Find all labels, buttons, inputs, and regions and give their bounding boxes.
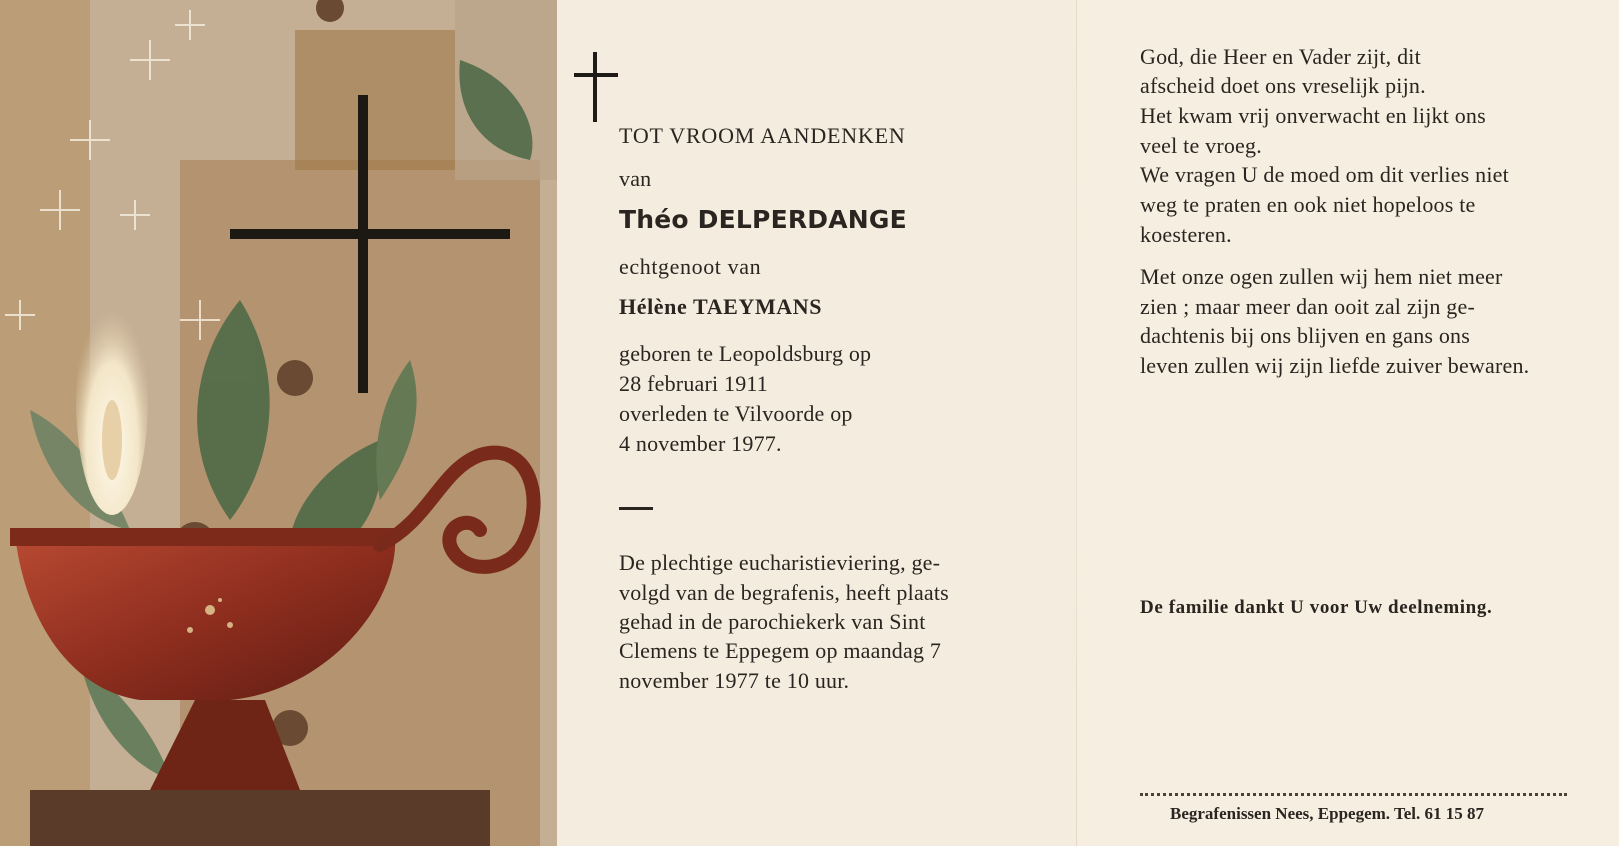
life-line: overleden te Vilvoorde op [619,401,853,426]
separator-dash [619,507,653,510]
thanks-line: De familie dankt U voor Uw deelneming. [1140,597,1493,618]
service-line: gehad in de parochiekerk van Sint [619,609,926,634]
poem-line: Met onze ogen zullen wij hem niet meer [1140,264,1503,289]
poem-line: koesteren. [1140,222,1232,247]
life-line: geboren te Leopoldsburg op [619,341,872,366]
oil-lamp-illustration [0,0,557,846]
illustration-panel [0,0,557,846]
cross-icon [358,95,368,393]
dotted-rule [1140,793,1567,796]
spouse-name: Hélène TAEYMANS [619,294,823,319]
poem-line: dachtenis bij ons blijven en gans ons [1140,323,1471,348]
poem-line: God, die Heer en Vader zijt, dit [1140,44,1421,69]
card-title: TOT VROOM AANDENKEN [619,123,906,148]
deceased-name: Théo DELPERDANGE [619,205,907,234]
poem-line: zien ; maar meer dan ooit zal zijn ge- [1140,294,1476,319]
poem-line: We vragen U de moed om dit verlies niet [1140,162,1509,187]
poem-line: afscheid doet ons vreselijk pijn. [1140,73,1426,98]
service-line: De plechtige eucharistieviering, ge- [619,550,941,575]
poem-line: weg te praten en ook niet hopeloos te [1140,192,1476,217]
life-line: 28 februari 1911 [619,371,769,396]
life-line: 4 november 1977. [619,431,782,456]
service-line: november 1977 te 10 uur. [619,668,850,693]
poem-line: leven zullen wij zijn liefde zuiver bewaren. [1140,353,1530,378]
funeral-home-line: Begrafenissen Nees, Eppegem. Tel. 61 15 87 [1170,804,1485,823]
service-line: Clemens te Eppegem op maandag 7 [619,638,942,663]
spouse-intro: echtgenoot van [619,254,762,279]
poem-line: Het kwam vrij onverwacht en lijkt ons [1140,103,1486,128]
small-cross-icon [574,52,618,122]
poem-line: veel te vroeg. [1140,133,1262,158]
van-label: van [619,166,652,191]
service-line: volgd van de begrafenis, heeft plaats [619,580,949,605]
